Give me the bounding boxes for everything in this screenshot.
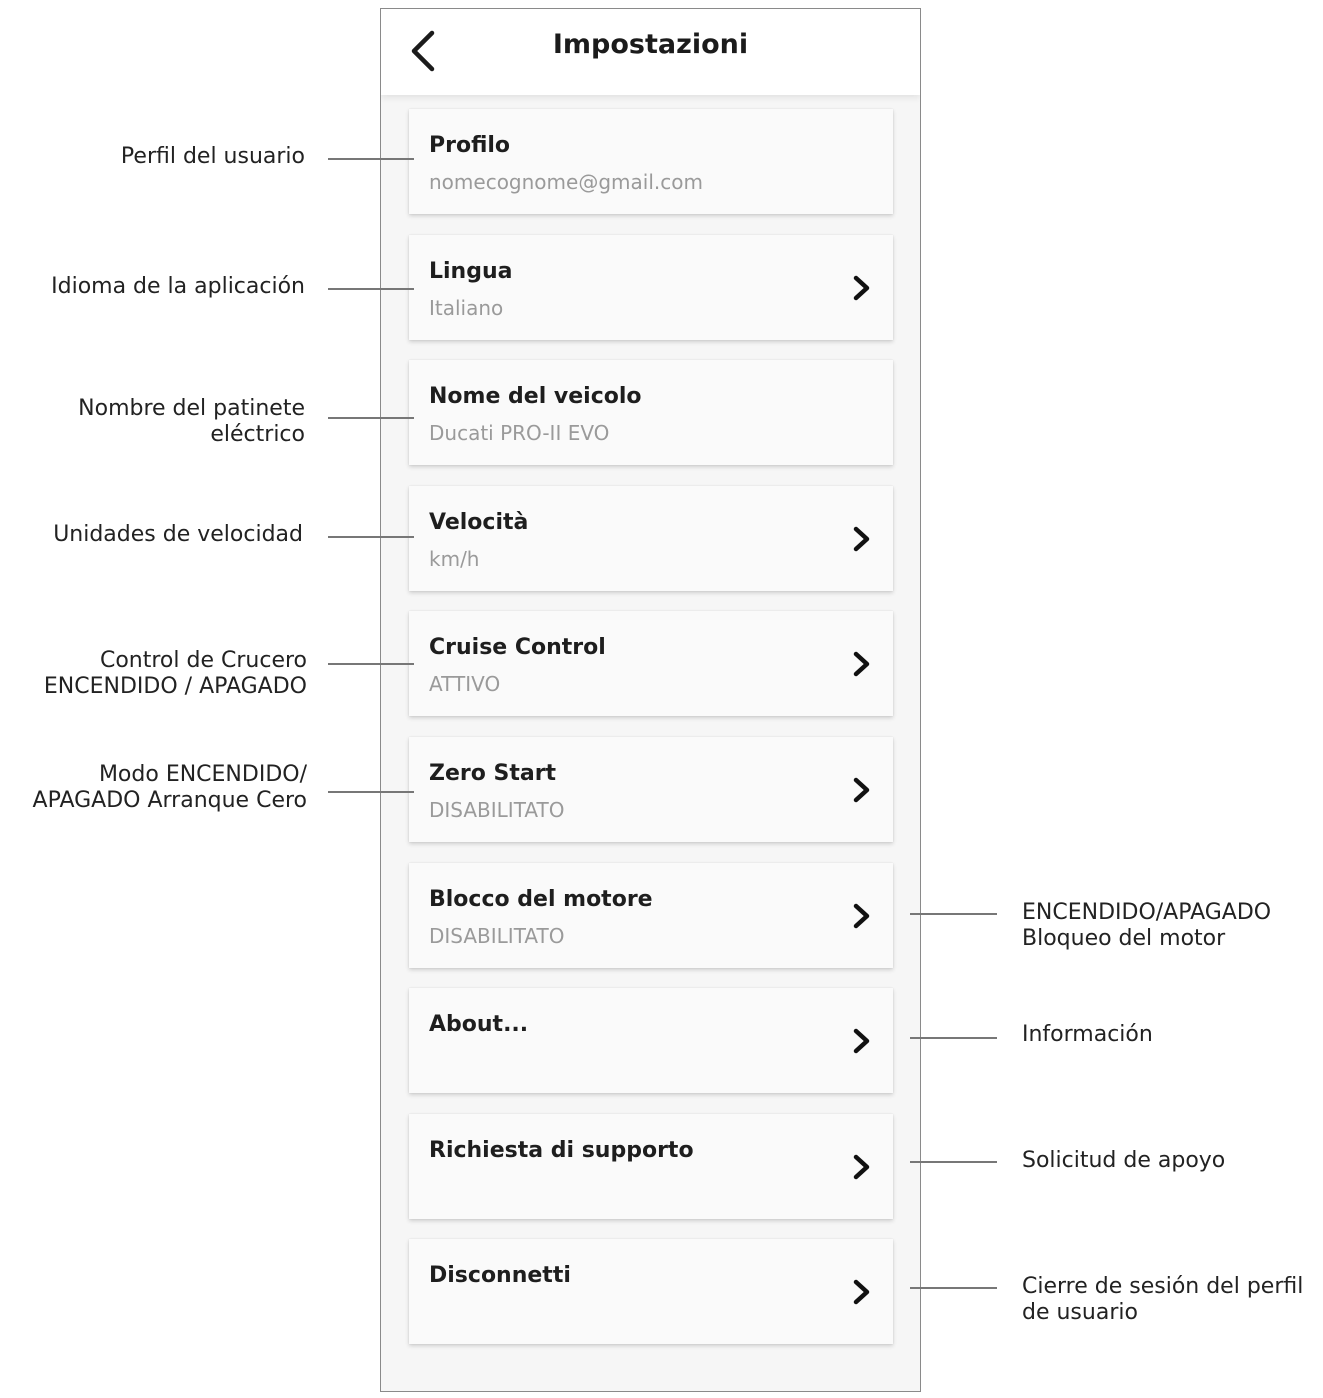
annotation-logout: Cierre de sesión del perfil de usuario [1022, 1274, 1304, 1325]
annotation-app-language: Idioma de la aplicación [51, 274, 305, 299]
setting-title: Profilo [429, 133, 511, 158]
setting-engine-lock[interactable] [409, 863, 893, 968]
setting-value: DISABILITATO [429, 797, 565, 822]
setting-value: Italiano [429, 295, 504, 320]
annotation-leader-line [328, 663, 414, 665]
annotation-support-request: Solicitud de apoyo [1022, 1148, 1226, 1173]
chevron-right-icon [849, 775, 875, 805]
annotation-leader-line [328, 158, 414, 160]
setting-title: Nome del veicolo [429, 384, 642, 410]
chevron-right-icon [849, 649, 875, 679]
annotation-user-profile: Perfil del usuario [120, 144, 305, 169]
setting-cruise-control[interactable] [409, 611, 893, 716]
setting-title: Velocità [429, 509, 529, 535]
annotation-leader-line [328, 536, 414, 538]
page-title: Impostazioni [552, 29, 749, 60]
setting-title: Lingua [429, 258, 513, 284]
annotation-leader-line [328, 288, 414, 290]
chevron-right-icon [849, 901, 875, 931]
annotation-speed-units: Unidades de velocidad [53, 522, 303, 547]
annotation-scooter-name: Nombre del patinete eléctrico [78, 396, 305, 447]
chevron-right-icon [849, 1026, 875, 1056]
annotation-leader-line [910, 1287, 997, 1289]
phone-screen [380, 8, 921, 1392]
setting-title: Zero Start [429, 760, 557, 786]
setting-about[interactable] [409, 988, 893, 1093]
setting-value: nomecognome@gmail.com [429, 170, 703, 194]
setting-value: Ducati PRO-II EVO [429, 421, 610, 446]
annotation-cruise-control: Control de Crucero ENCENDIDO / APAGADO [43, 648, 307, 699]
setting-support-request[interactable] [409, 1114, 893, 1219]
setting-title: About... [429, 1012, 529, 1038]
annotation-engine-lock: ENCENDIDO/APAGADO Bloqueo del motor [1022, 900, 1272, 951]
setting-zero-start[interactable] [409, 737, 893, 842]
chevron-right-icon [849, 273, 875, 303]
setting-title: Blocco del motore [429, 886, 653, 912]
settings-list [409, 109, 893, 1365]
setting-vehicle-name[interactable] [409, 360, 893, 465]
setting-logout[interactable] [409, 1239, 893, 1344]
setting-value: km/h [429, 546, 480, 571]
setting-title: Cruise Control [429, 635, 606, 661]
setting-language[interactable] [409, 235, 893, 340]
annotation-leader-line [328, 417, 414, 419]
setting-speed-units[interactable] [409, 486, 893, 591]
app-bar [381, 9, 920, 95]
setting-title: Disconnetti [429, 1263, 571, 1289]
annotation-leader-line [910, 1037, 997, 1039]
setting-value: ATTIVO [429, 672, 501, 697]
setting-value: DISABILITATO [429, 923, 565, 948]
setting-profile[interactable] [409, 109, 893, 214]
annotation-leader-line [910, 913, 997, 915]
chevron-right-icon [849, 524, 875, 554]
annotation-leader-line [328, 791, 414, 793]
setting-title: Richiesta di supporto [429, 1137, 694, 1163]
annotation-leader-line [910, 1161, 997, 1163]
annotation-zero-start: Modo ENCENDIDO/ APAGADO Arranque Cero [32, 762, 307, 813]
annotation-information: Información [1022, 1022, 1153, 1047]
chevron-right-icon [849, 1152, 875, 1182]
chevron-right-icon [849, 1277, 875, 1307]
